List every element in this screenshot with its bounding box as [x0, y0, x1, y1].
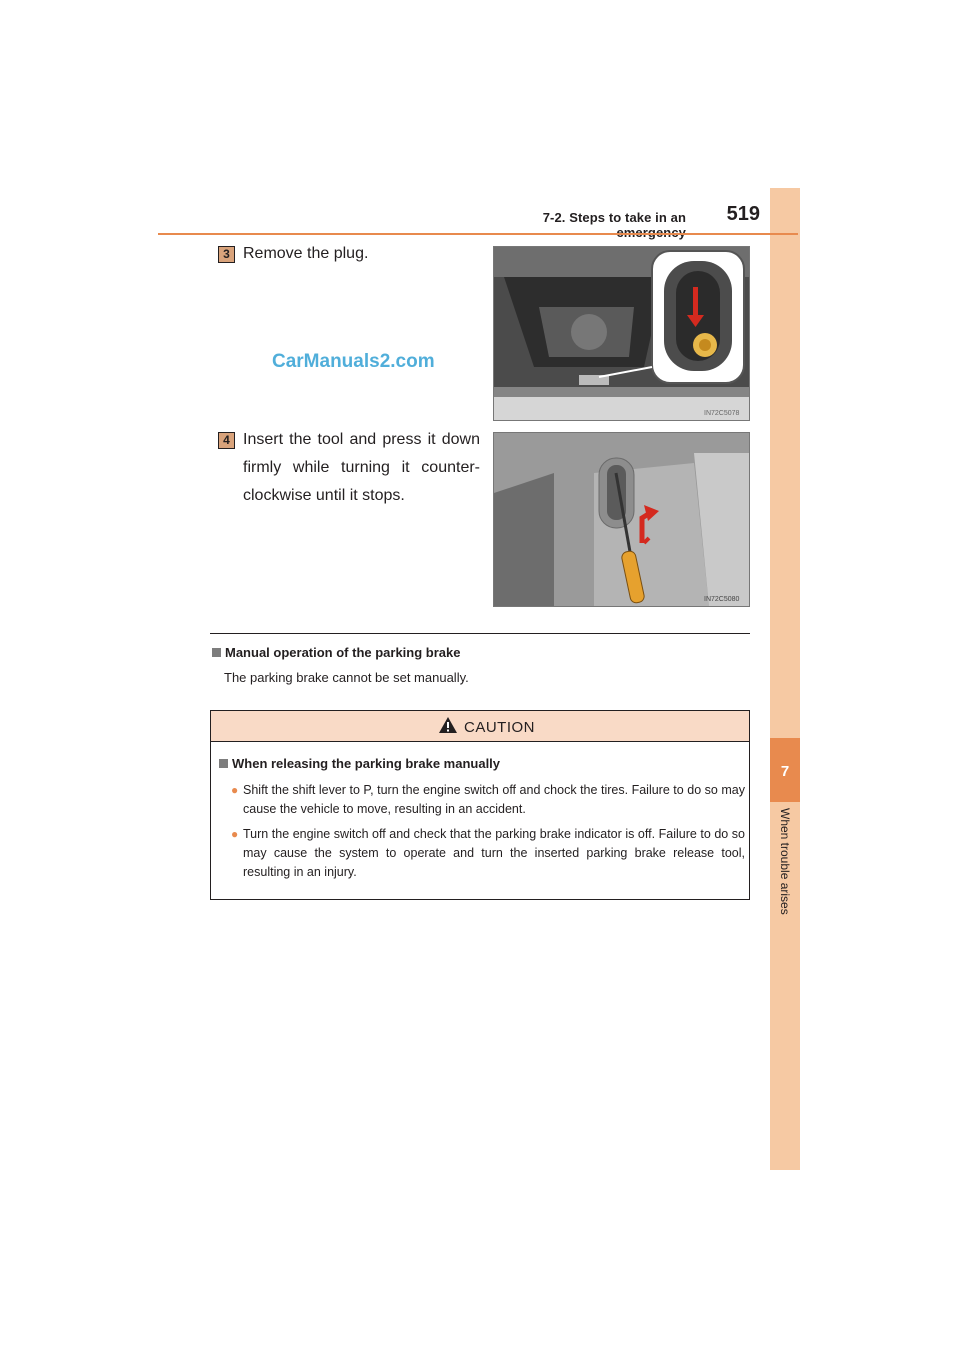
caution-title-text: When releasing the parking brake manually: [232, 756, 501, 771]
step-3-text: Remove the plug.: [243, 245, 369, 262]
caution-item-2: [231, 825, 745, 882]
section-title: 7-2. Steps to take in an: [542, 210, 686, 225]
chapter-number: 7: [780, 763, 790, 780]
bullet-dot-icon: ●: [231, 827, 239, 841]
step-3-image-code: IN72C5078: [704, 410, 740, 417]
warning-triangle-icon: [438, 716, 458, 734]
note-title: Manual operation of the parking brake: [225, 645, 461, 660]
step-3-photo: [493, 246, 750, 421]
caution-title: [219, 756, 500, 771]
step-4-badge: 4: [218, 432, 235, 449]
step-4-photo: [493, 432, 750, 607]
caution-item-1: [231, 781, 745, 819]
chapter-side-band: [770, 188, 800, 1170]
step-4-image-code: IN72C5080: [704, 596, 740, 603]
caution-item-1-text: Shift the shift lever to P, turn the engine switch off and chock the tires. Failure to do so may cause the vehicle to move, resulting in an accident.: [243, 783, 745, 816]
section-divider: [210, 633, 750, 634]
page-number: 519: [726, 203, 760, 225]
bullet-dot-icon: ●: [231, 783, 239, 797]
caution-item-2-text: Turn the engine switch off and check that the parking brake indicator is off. Failure to do so may cause the system to operate and turn the inserted parking brake release tool, resulting in an injury.: [243, 827, 745, 879]
note-body: The parking brake cannot be set manually.: [224, 670, 469, 685]
square-bullet-icon: [219, 759, 228, 768]
header-rule: [158, 233, 798, 235]
note-heading: [212, 645, 460, 660]
caution-box: [210, 710, 750, 900]
caution-header: [211, 711, 749, 742]
step-3-badge: 3: [218, 246, 235, 263]
watermark: CarManuals2.com: [272, 351, 435, 372]
step-4-text: Insert the tool and press it down firmly while turning it counter-clockwise until it stops.: [243, 431, 480, 504]
caution-label: CAUTION: [464, 719, 535, 736]
square-bullet-icon: [212, 648, 221, 657]
chapter-title: When trouble arises: [778, 808, 792, 915]
